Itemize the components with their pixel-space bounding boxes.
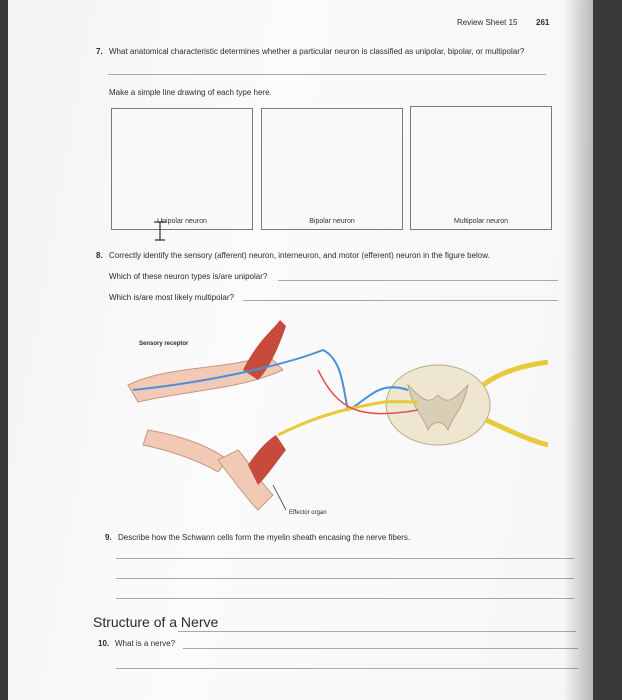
worksheet-page <box>8 0 593 700</box>
q8-number: 8. <box>96 251 103 260</box>
page-number: 261 <box>536 18 550 27</box>
unipolar-drawing-box[interactable] <box>111 108 253 230</box>
q10-text: What is a nerve? <box>115 639 176 648</box>
q7-number: 7. <box>96 47 103 56</box>
multipolar-drawing-box[interactable] <box>410 106 552 230</box>
effector-pointer <box>273 485 286 510</box>
effector-organ-label: Effector organ <box>289 510 327 516</box>
running-head: Review Sheet 15 <box>457 18 518 27</box>
section-divider <box>178 631 576 632</box>
unipolar-label: Unipolar neuron <box>157 218 207 225</box>
q9-answer-line-2[interactable] <box>116 578 574 579</box>
q9-answer-line-3[interactable] <box>116 598 574 599</box>
page-edge-shadow <box>563 0 593 700</box>
q8-text: Correctly identify the sensory (afferent) neuron, interneuron, and motor (efferent) neuron in the figure below. <box>109 251 490 260</box>
q10-answer-line-1[interactable] <box>183 648 578 649</box>
bipolar-label: Bipolar neuron <box>309 218 355 225</box>
unipolar-sketch-mark <box>150 219 172 245</box>
q7-drawing-prompt: Make a simple line drawing of each type here. <box>109 88 272 97</box>
q8-sub2-answer-line[interactable] <box>243 300 558 301</box>
q8-sub1-answer-line[interactable] <box>278 280 558 281</box>
q7-answer-line[interactable] <box>108 74 546 75</box>
q9-number: 9. <box>105 533 112 542</box>
q10-number: 10. <box>98 639 110 648</box>
bipolar-drawing-box[interactable] <box>261 108 403 230</box>
section-title: Structure of a Nerve <box>93 614 219 630</box>
q7-text: What anatomical characteristic determines whether a particular neuron is classified as unipolar, bipolar, or multipolar? <box>109 47 525 56</box>
q9-text: Describe how the Schwann cells form the myelin sheath encasing the nerve fibers. <box>118 533 411 542</box>
multipolar-label: Multipolar neuron <box>453 218 509 225</box>
q9-answer-line-1[interactable] <box>116 558 574 559</box>
spinal-nerve-right <box>483 362 548 385</box>
q8-sub2: Which is/are most likely multipolar? <box>109 293 234 302</box>
q10-answer-line-2[interactable] <box>116 668 578 669</box>
spinal-nerve-right-lower <box>486 420 548 445</box>
q8-sub1: Which of these neuron types is/are unipolar? <box>109 272 268 281</box>
sensory-receptor-label: Sensory receptor <box>139 341 189 347</box>
hand <box>143 430 228 472</box>
